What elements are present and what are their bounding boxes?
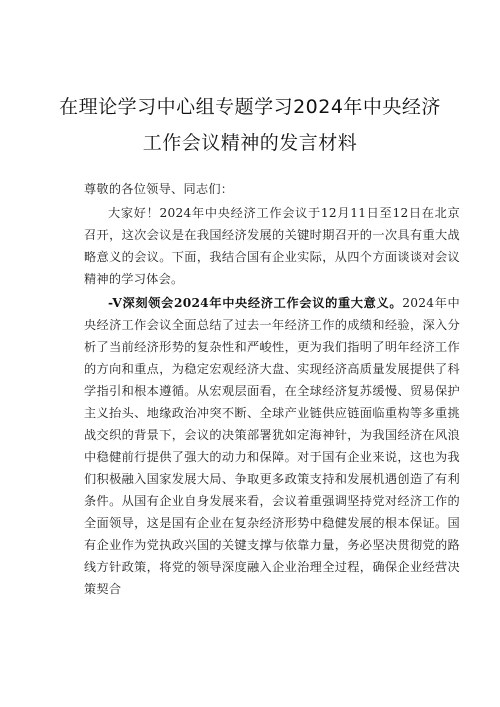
paragraph-section-one [84,292,460,600]
section-one-heading: -V深刻领会2024年中央经济工作会议的重大意义。 [108,296,403,310]
document-title-line1: 在理论学习中心组专题学习2024年中央经济 [59,96,441,118]
salutation: 尊敬的各位领导、同志们： [84,182,234,196]
document-title-line2: 工作会议精神的发言材料 [142,132,358,154]
paragraph-intro: 大家好！2024年中央经济工作会议于12月11日至12日在北京召开，这次会议是在我国经济发展的关键时期召开的一次具有重大战略意义的会议。下面，我结合国有企业实际，从四个方面谈谈对会议精神的学习体会。 [84,206,460,286]
section-one-body: 2024年中央经济工作会议全面总结了过去一年经济工作的成绩和经验，深入分析了当前经济形势的复杂性和严峻性，更为我们指明了明年经济工作的方向和重点，为稳定宏观经济大盘、实现经济高质量发展提供了科学指引和根本遵循。从宏观层面看，在全球经济复苏缓慢、贸易保护主义抬头、地缘政治冲突不断、全球产业链供应链面临重构等多重挑战交织的背景下，会议的决策部署犹如定海神针，为我国经济在风浪中稳健前行提供了强大的动力和保障。对于国有企业来说，这也为我们积极融入国家发展大局、争取更多政策支持和发展机遇创造了有利条件。从国有企业自身发展来看，会议着重强调坚持党对经济工作的全面领导，这是国有企业在复杂经济形势中稳健发展的根本保证。国有企业作为党执政兴国的关键支撑与依靠力量，务必坚决贯彻党的路线方针政策，将党的领导深度融入企业治理全过程，确保企业经营决策契合 [84,296,460,596]
